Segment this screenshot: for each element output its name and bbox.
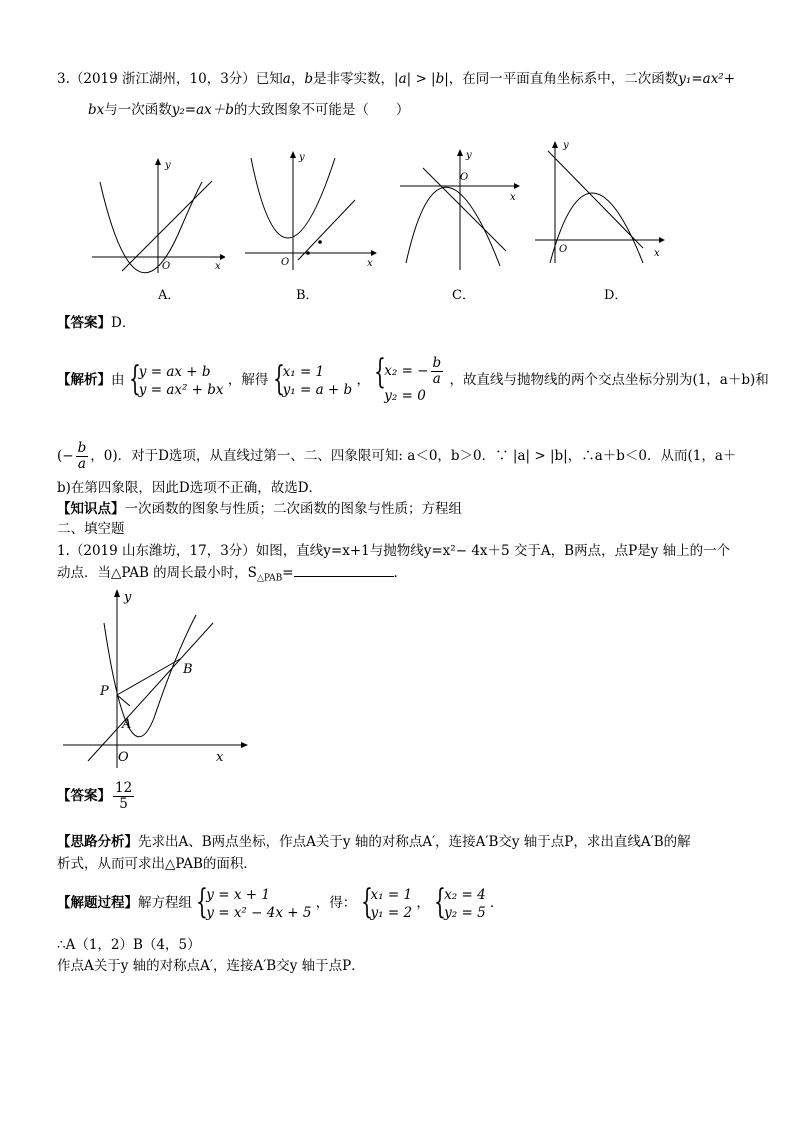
svg-text:y: y bbox=[299, 152, 305, 163]
q3-analysis-line3: b)在第四象限，因此D选项不正确，故选D． bbox=[57, 480, 323, 496]
graph-option-c bbox=[398, 148, 528, 273]
option-b-label: B． bbox=[296, 288, 319, 303]
q1-solution-line2: ∴A（1，2）B（4，5） bbox=[57, 937, 201, 953]
q1-stem-line1: 1.（2019 山东潍坊，17，3分）如图，直线y=x+1与抛物线y=x²− 4x＋5 交于A，B两点，点P是y 轴上的一个 bbox=[57, 543, 731, 559]
graph-option-d bbox=[533, 138, 668, 268]
q1-figure bbox=[58, 583, 258, 773]
q1-solution-2: { x₂ = 4 y₂ = 5 bbox=[434, 881, 486, 922]
svg-text:x: x bbox=[654, 248, 660, 259]
q1-solution-line1: 【解题过程】解方程组 { y = x + 1 y = x² − 4x + 5 ，得： { x₁ = 1 y₁ = 2 ， { x₂ = 4 y₂ = 5 ． bbox=[57, 881, 504, 922]
q1-equation-system: { y = x + 1 y = x² − 4x + 5 bbox=[196, 881, 312, 922]
svg-text:x: x bbox=[216, 750, 224, 765]
graph-option-a bbox=[90, 155, 225, 275]
answer-blank bbox=[294, 564, 394, 577]
svg-text:B: B bbox=[183, 662, 193, 677]
svg-text:O: O bbox=[281, 257, 290, 268]
q3-solution-1: { x₁ = 1 y₁ = a + b bbox=[272, 358, 353, 399]
svg-text:x: x bbox=[215, 261, 221, 272]
svg-text:y: y bbox=[124, 590, 132, 605]
q3-stem-line2: bx与一次函数y₂=ax＋b的大致图象不可能是（ ） bbox=[88, 102, 410, 118]
q1-answer: 【答案】 $\frac{12}{5}$ bbox=[57, 780, 133, 812]
q1-idea-line1: 【思路分析】先求出A、B两点坐标，作点A关于y 轴的对称点A′，连接A′B交y 轴于点P，求出直线A′B的解 bbox=[57, 834, 691, 850]
svg-text:x: x bbox=[367, 258, 373, 269]
q3-analysis-line1: 【解析】由 { y = ax + b y = ax² + bx ，解得 { x₁ = 1 y₁ = a + b ， { x₂ = − $\frac{b}{a}$ y₂ = 0 ，故直线与抛物线的两个交点坐标分别为(1，a＋b)和 bbox=[57, 352, 769, 404]
svg-text:A: A bbox=[122, 717, 132, 732]
abs-condition: |a| > |b| bbox=[394, 71, 449, 87]
q1-idea-line2: 析式，从而可求出△PAB的面积． bbox=[57, 856, 257, 872]
q3-equation-system: { y = ax + b y = ax² + bx bbox=[128, 358, 224, 399]
svg-text:O: O bbox=[162, 261, 171, 272]
q1-solution-line3: 作点A关于y 轴的对称点A′，连接A′B交y 轴于点P． bbox=[57, 958, 365, 974]
svg-text:O: O bbox=[460, 172, 469, 183]
q3-answer: 【答案】D． bbox=[57, 315, 136, 331]
svg-text:y: y bbox=[165, 160, 171, 171]
svg-text:x: x bbox=[510, 192, 516, 203]
svg-text:y: y bbox=[466, 150, 472, 161]
section-title: 二、填空题 bbox=[57, 521, 125, 537]
svg-text:P: P bbox=[100, 684, 109, 699]
option-c-label: C． bbox=[452, 288, 475, 303]
q1-stem-line2: 动点．当△PAB 的周长最小时，$S_{\triangle PAB}=$ ． bbox=[57, 565, 408, 584]
q3-solution-2: { x₂ = − $\frac{b}{a}$ y₂ = 0 bbox=[374, 352, 442, 404]
q1-solution-1: { x₁ = 1 y₁ = 2 bbox=[360, 881, 413, 922]
svg-text:O: O bbox=[559, 244, 568, 255]
q3-stem-line1: 3.（2019 浙江湖州，10，3分）已知a，b是非零实数，|a| > |b|，在同一平面直角坐标系中，二次函数y₁=ax²+ bbox=[57, 71, 736, 87]
svg-text:y: y bbox=[563, 140, 569, 151]
option-d-label: D． bbox=[604, 288, 628, 303]
option-a-label: A． bbox=[158, 288, 181, 303]
q3-knowledge-points: 【知识点】一次函数的图象与性质；二次函数的图象与性质；方程组 bbox=[57, 501, 462, 517]
svg-text:O: O bbox=[118, 750, 129, 765]
graph-option-b bbox=[243, 148, 378, 273]
q3-analysis-line2: (− $\frac{b}{a}$ ，0)．对于D选项，从直线过第一、二、四象限可知: a＜0，b＞0．∵ |a| > |b|，∴a＋b＜0．从而(1，a＋ bbox=[57, 440, 737, 472]
